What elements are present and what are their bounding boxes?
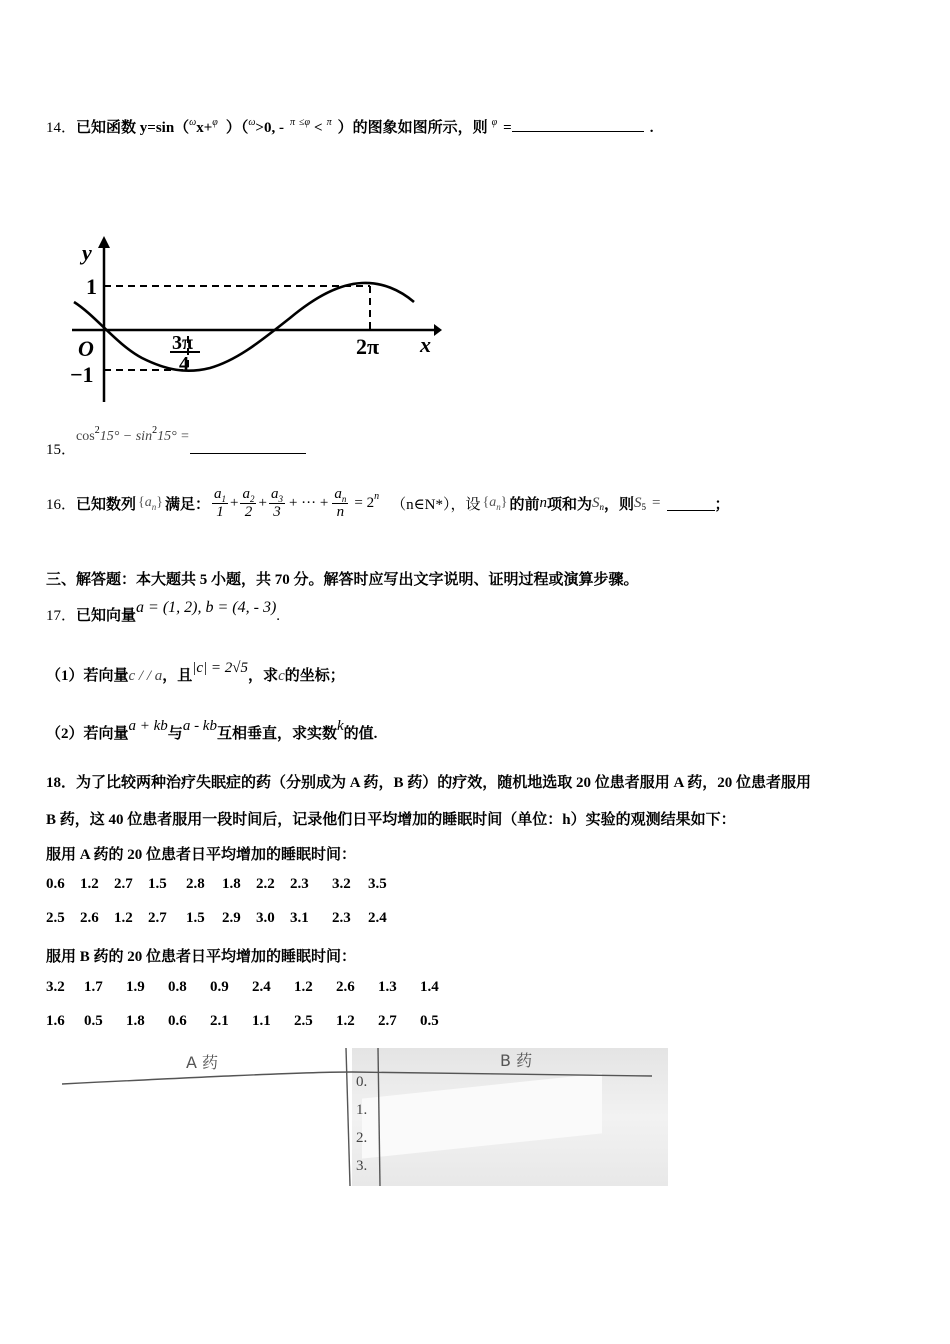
q17-p2-text-d: 的值. xyxy=(343,726,378,742)
data-value: 2.9 xyxy=(222,910,241,926)
q14-number: 14． xyxy=(46,120,77,136)
q16-number: 16． xyxy=(46,496,77,513)
q14-pi-1: π xyxy=(289,117,295,128)
q16-S5: S xyxy=(634,494,642,511)
data-value: 1.5 xyxy=(148,876,167,892)
q16-cond: （n∈N*），设 xyxy=(391,496,481,513)
data-value: 2.3 xyxy=(332,910,351,926)
q14-phi-2: φ xyxy=(304,117,311,128)
q14-text-3: ）（ xyxy=(225,120,249,136)
data-value: 3.5 xyxy=(368,876,387,892)
q14-text-4: >0, - xyxy=(255,120,284,136)
q14-pi-2: π xyxy=(326,117,332,128)
data-value: 0.5 xyxy=(84,1013,103,1029)
q16-frac2-den: 2 xyxy=(244,504,253,520)
q15-cos: cos xyxy=(76,429,95,444)
q15-square-1: 2 xyxy=(94,425,100,436)
x-tick-3pi-num: 3π xyxy=(172,332,193,354)
stem-vertical-line-2 xyxy=(378,1048,380,1186)
q17-p2-text-c: 互相垂直，求实数 xyxy=(216,726,337,742)
q17-p2-v1: a + kb xyxy=(128,718,168,734)
data-value: 0.8 xyxy=(168,979,187,995)
q14-phi-3: φ xyxy=(491,117,498,128)
data-value: 2.3 xyxy=(290,876,309,892)
data-value: 3.2 xyxy=(332,876,351,892)
q16-text-5: ，则 xyxy=(604,496,635,513)
y-axis-arrow xyxy=(98,236,110,248)
q18-line-2: B 药，这 40 位患者服用一段时间后，记录他们日平均增加的睡眠时间（单位：h）实验的观测结果如下： xyxy=(46,812,736,828)
q16-n: n xyxy=(539,494,547,511)
q16-seq2-sub: n xyxy=(496,502,501,512)
q16-seq-a: a xyxy=(144,495,152,510)
q17-p2-v2: a - kb xyxy=(182,718,217,734)
data-value: 2.4 xyxy=(368,910,387,926)
data-value: 0.6 xyxy=(168,1013,187,1029)
q16-dots: + ··· + xyxy=(288,494,329,511)
data-value: 1.2 xyxy=(336,1013,355,1029)
q16-frac-2 xyxy=(240,486,256,520)
data-value: 1.8 xyxy=(222,876,241,892)
data-value: 2.4 xyxy=(252,979,271,995)
q16-equals: = 2 xyxy=(354,494,375,511)
q15-expr-mid: 15° − sin xyxy=(99,429,153,444)
q16-text-2: 满足： xyxy=(165,496,211,513)
q16-sequence: $\{a_n\}$ xyxy=(138,495,163,512)
q16-answer-blank[interactable] xyxy=(667,496,715,511)
q14-omega-2: ω xyxy=(248,117,256,128)
data-value: 3.0 xyxy=(256,910,275,926)
question-17 xyxy=(46,599,281,625)
q14-text-6: = xyxy=(503,120,512,136)
q14-omega: ω xyxy=(189,117,197,128)
q17-p1-text-d: ，求 xyxy=(248,668,279,684)
q17-p1-text-b: ，且 xyxy=(162,668,193,684)
q17-p1-parallel: c / / a xyxy=(128,668,163,684)
y-tick-1: 1 xyxy=(86,274,97,299)
q18-b-row-2 xyxy=(46,1013,450,1030)
q18-a-title: 服用 A 药的 20 位患者日平均增加的睡眠时间： xyxy=(46,847,357,863)
q16-frac1-a: a xyxy=(214,486,222,502)
q16-text-6: = xyxy=(652,494,661,511)
q16-frac-3 xyxy=(269,486,285,520)
data-value: 2.5 xyxy=(294,1013,313,1029)
x-tick-2pi: 2π xyxy=(356,334,380,359)
stem-header-a: A 药 xyxy=(186,1053,219,1072)
data-value: 1.8 xyxy=(126,1013,145,1029)
data-value: 2.1 xyxy=(210,1013,229,1029)
q17-p1-text-e: 的坐标； xyxy=(284,668,345,684)
q18-b-row-1 xyxy=(46,979,450,996)
q17-p2-k: k xyxy=(336,718,344,734)
q16-frac-n xyxy=(332,486,348,520)
section-3-heading: 三、解答题：本大题共 5 小题，共 70 分。解答时应写出文字说明、证明过程或演算步骤。 xyxy=(46,572,639,588)
data-value: 0.5 xyxy=(420,1013,439,1029)
data-value: 2.5 xyxy=(46,910,65,926)
q17-p1-magnitude: |c| = 2√5 xyxy=(192,660,249,676)
q14-text-2: x+ xyxy=(196,120,213,136)
y-axis-label: y xyxy=(82,240,92,265)
data-value: 1.9 xyxy=(126,979,145,995)
q16-seq-sub: n xyxy=(151,502,157,512)
q18-a-row-1 xyxy=(46,876,398,893)
stem-header-b: B 药 xyxy=(500,1051,533,1070)
data-value: 1.2 xyxy=(114,910,133,926)
data-value: 2.7 xyxy=(378,1013,397,1029)
q16-frac1-sub: 1 xyxy=(221,494,227,504)
q16-S5-sub: 5 xyxy=(641,502,647,512)
q14-text-1: 已知函数 y=sin（ xyxy=(76,120,190,136)
q17-vectors: a = (1, 2), b = (4, - 3) xyxy=(136,599,277,616)
q17-part-2 xyxy=(46,718,378,743)
data-value: 2.6 xyxy=(80,910,99,926)
q18-line-1: 18．为了比较两种治疗失眠症的药（分别成为 A 药，B 药）的疗效，随机地选取 20 位患者服用 A 药，20 位患者服用 xyxy=(46,775,812,791)
data-value: 1.6 xyxy=(46,1013,65,1029)
q15-answer-blank[interactable] xyxy=(190,439,306,454)
q17-p2-text-b: 与 xyxy=(167,726,183,742)
stem-vertical-line-1 xyxy=(346,1048,350,1186)
q16-plus-1: + xyxy=(230,494,239,511)
q16-fracn-den: n xyxy=(336,504,345,520)
data-value: 1.1 xyxy=(252,1013,271,1029)
q16-exp: n xyxy=(374,490,380,502)
data-value: 2.2 xyxy=(256,876,275,892)
q14-answer-blank[interactable] xyxy=(512,117,644,132)
data-value: 2.7 xyxy=(148,910,167,926)
q17-p2-text-a: （2）若向量 xyxy=(46,726,129,742)
q16-S-sub: n xyxy=(599,502,605,512)
q15-expr-end: 15° = xyxy=(157,429,190,444)
data-value: 1.2 xyxy=(80,876,99,892)
q16-S: S xyxy=(592,494,600,511)
stem-0: 0. xyxy=(356,1074,368,1090)
q16-fracn-sub: n xyxy=(341,494,347,504)
q16-text-7: ； xyxy=(714,496,730,513)
q18-b-title: 服用 B 药的 20 位患者日平均增加的睡眠时间： xyxy=(46,949,357,965)
q16-frac3-a: a xyxy=(270,486,279,502)
data-value: 2.7 xyxy=(114,876,133,892)
q17-p1-text-a: （1）若向量 xyxy=(46,668,129,684)
data-value: 3.1 xyxy=(290,910,309,926)
q14-phi: φ xyxy=(212,117,218,128)
q16-frac2-sub: 2 xyxy=(249,494,255,504)
data-value: 1.4 xyxy=(420,979,439,995)
data-value: 0.6 xyxy=(46,876,65,892)
stem-leaf-table xyxy=(62,1048,668,1186)
stem-1: 1. xyxy=(356,1102,368,1118)
q16-fracn-a: a xyxy=(334,486,342,502)
stem-2: 2. xyxy=(356,1130,368,1146)
q16-plus-2: + xyxy=(258,494,267,511)
q16-text-1: 已知数列 xyxy=(76,496,137,513)
q14-le: ≤ xyxy=(298,117,305,128)
data-value: 1.5 xyxy=(186,910,205,926)
sine-graph xyxy=(62,232,442,408)
question-15 xyxy=(46,424,306,458)
q17-text-2: . xyxy=(276,608,281,624)
x-tick-3pi-den: 4 xyxy=(179,353,189,375)
x-axis-label: x xyxy=(420,332,431,357)
q16-frac-1 xyxy=(212,486,228,520)
q16-frac1-den: 1 xyxy=(216,504,224,520)
q17-number: 17． xyxy=(46,608,77,624)
q14-text-7: . xyxy=(649,120,654,136)
q18-a-row-2 xyxy=(46,910,398,927)
q17-part-1 xyxy=(46,660,345,685)
question-14 xyxy=(46,116,653,137)
q16-text-4: 项和为 xyxy=(547,496,593,513)
data-value: 3.2 xyxy=(46,979,65,995)
question-16 xyxy=(46,486,730,520)
x-axis-arrow xyxy=(434,324,442,336)
q17-text-1: 已知向量 xyxy=(76,608,137,624)
data-value: 0.9 xyxy=(210,979,229,995)
y-tick-neg1: −1 xyxy=(70,362,94,387)
q16-sequence-2: $\{a_n\}$ xyxy=(482,495,508,512)
q16-text-3: 的前 xyxy=(509,496,540,513)
q15-square-2: 2 xyxy=(152,425,158,436)
q14-text-5: ）的图象如图所示，则 xyxy=(337,120,488,136)
q16-frac3-sub: 3 xyxy=(278,494,283,504)
data-value: 1.2 xyxy=(294,979,313,995)
stem-3: 3. xyxy=(356,1158,368,1174)
data-value: 1.3 xyxy=(378,979,397,995)
q17-p1-c: c xyxy=(278,668,285,684)
q16-seq2-a: a xyxy=(489,495,497,510)
q16-frac3-den: 3 xyxy=(273,504,281,520)
q14-lt: < xyxy=(314,120,323,136)
data-value: 2.6 xyxy=(336,979,355,995)
q16-frac2-a: a xyxy=(242,486,250,502)
data-value: 2.8 xyxy=(186,876,205,892)
q15-number: 15． xyxy=(46,442,77,458)
data-value: 1.7 xyxy=(84,979,103,995)
origin-label: O xyxy=(78,336,94,361)
